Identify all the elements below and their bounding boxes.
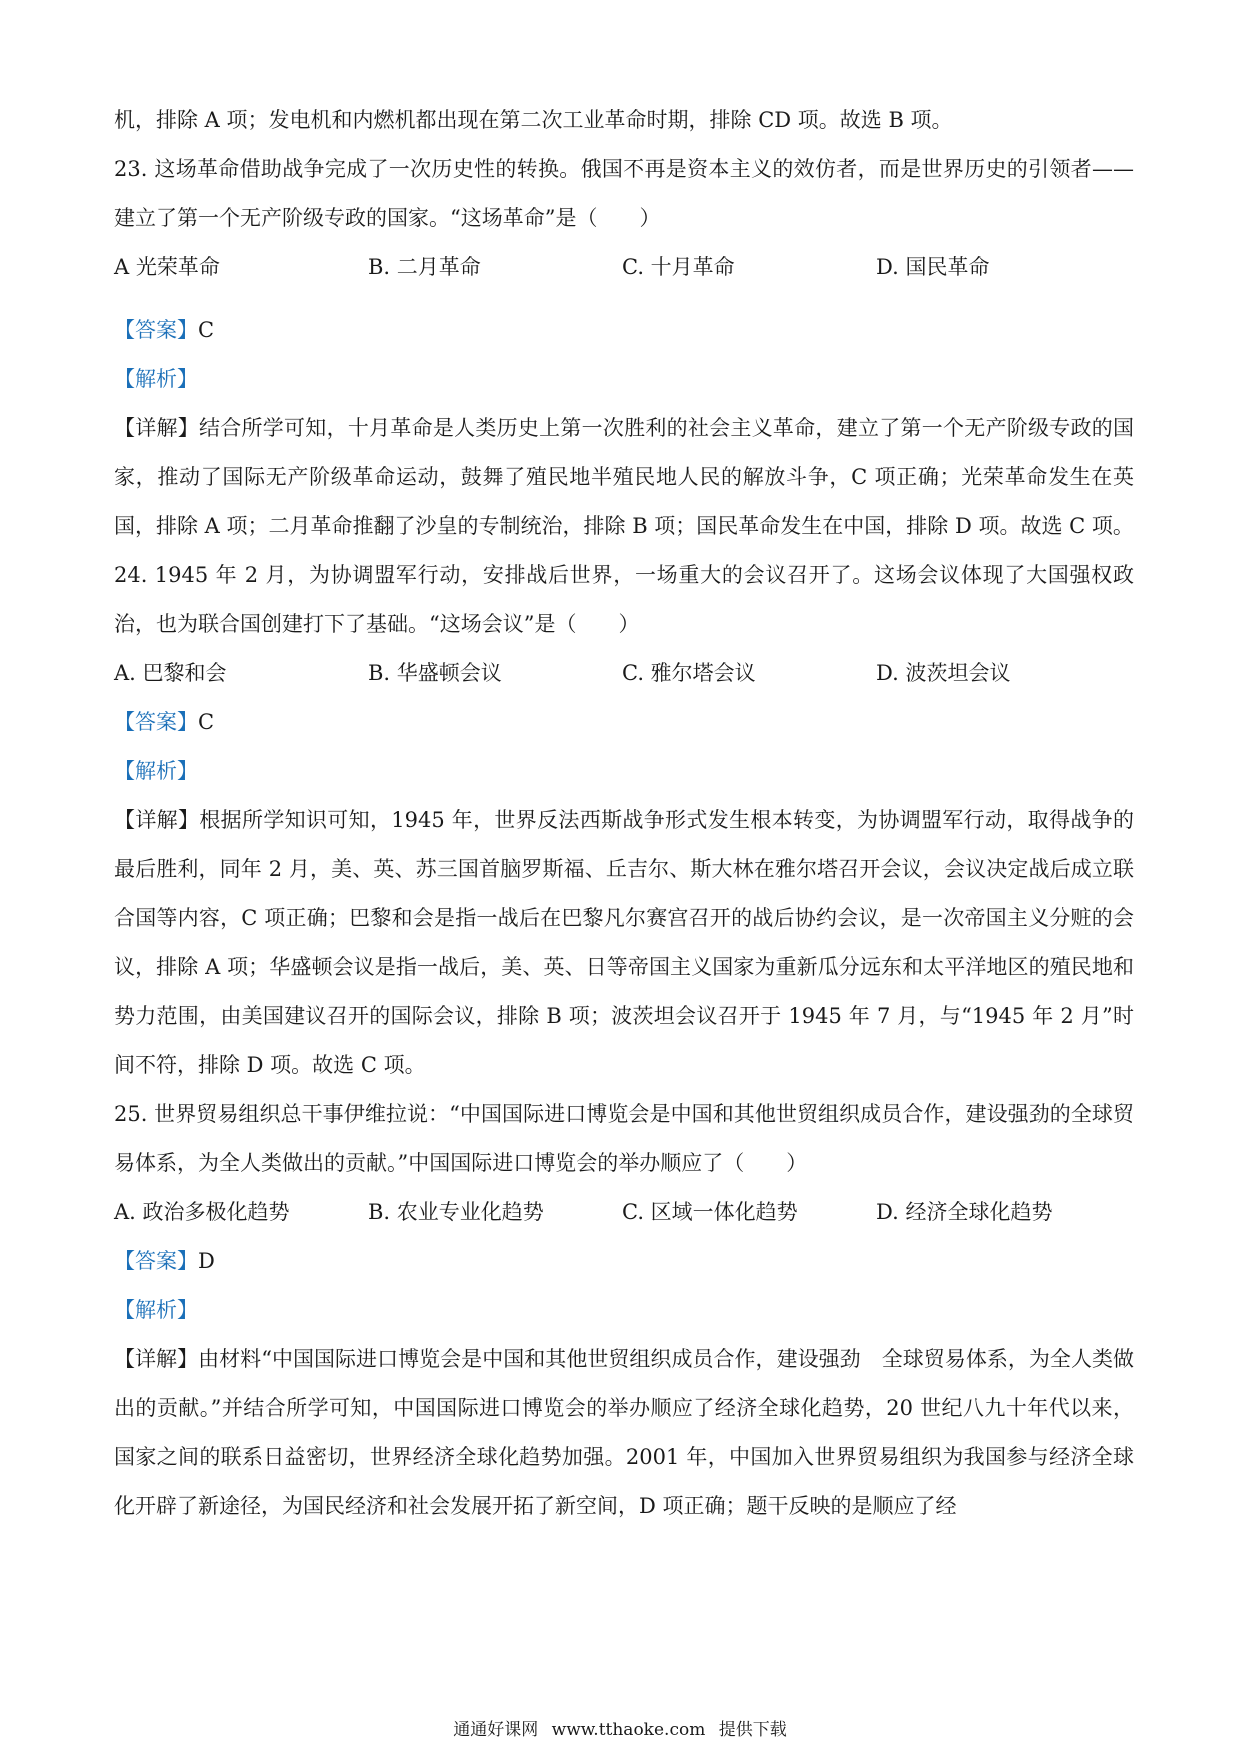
page-content [114, 96, 1134, 1531]
continuation-line: 机，排除 A 项；发电机和内燃机都出现在第二次工业革命时期，排除 CD 项。故选 B 项。 [114, 108, 953, 132]
answer-value: D [198, 1249, 215, 1273]
answer-value: C [198, 318, 215, 342]
analysis-line [114, 1286, 1134, 1335]
detail-paragraph [114, 796, 1134, 1090]
option-d: D. 经济全球化趋势 [876, 1200, 1053, 1224]
option-b: B. 华盛顿会议 [368, 661, 502, 685]
option-c: C. 区域一体化趋势 [622, 1200, 798, 1224]
detail-tag: 【详解】 [114, 1347, 199, 1371]
answer-tag: 【答案】 [114, 1249, 198, 1273]
option-c: C. 十月革命 [622, 255, 735, 279]
detail-text: 根据所学知识可知，1945 年，世界反法西斯战争形式发生根本转变，为协调盟军行动，取得战争的最后胜利，同年 2 月，美、英、苏三国首脑罗斯福、丘吉尔、斯大林在雅尔塔召开会议，会议决定战后成立联合国等内容，C 项正确；巴黎和会是指一战后在巴黎凡尔赛宫召开的战后协约会议，是一次帝国主义分赃的会议，排除 A 项；华盛顿会议是指一战后，美、英、日等帝国主义国家为重新瓜分远东和太平洋地区的殖民地和势力范围，由美国建议召开的国际会议，排除 B 项；波茨坦会议召开于 1945 年 7 月，与“1945 年 2 月”时间不符，排除 D 项。故选 C 项。 [114, 808, 1134, 1077]
analysis-tag: 【解析】 [114, 759, 198, 783]
analysis-line [114, 747, 1134, 796]
question-stem: 23. 这场革命借助战争完成了一次历史性的转换。俄国不再是资本主义的效仿者，而是世界历史的引领者——建立了第一个无产阶级专政的国家。“这场革命”是（ ） [114, 157, 1134, 230]
footer-note: 提供下载 [718, 1720, 787, 1740]
page-footer [0, 1718, 1240, 1742]
detail-text: 由材料“中国国际进口博览会是中国和其他世贸组织成员合作，建设强劲 全球贸易体系，为全人类做出的贡献。”并结合所学可知，中国国际进口博览会的举办顺应了经济全球化趋势，20 世纪八九十年代以来，国家之间的联系日益密切，世界经济全球化趋势加强。2001 年，中国加入世界贸易组织为我国参与经济全球化开辟了新途径，为国民经济和社会发展开拓了新空间，D 项正确；题干反映的是顺应了经 [114, 1347, 1135, 1518]
footer-site-name: 通通好课网 [453, 1720, 539, 1740]
question-stem: 24. 1945 年 2 月，为协调盟军行动，安排战后世界，一场重大的会议召开了。这场会议体现了大国强权政治，也为联合国创建打下了基础。“这场会议”是（ ） [114, 563, 1134, 636]
detail-paragraph [114, 1335, 1134, 1531]
answer-line [114, 698, 1134, 747]
footer-url-link[interactable]: www.tthaoke.com [551, 1720, 706, 1740]
analysis-tag: 【解析】 [114, 367, 198, 391]
option-a: A 光荣革命 [114, 255, 220, 279]
answer-tag: 【答案】 [114, 318, 198, 342]
option-b: B. 农业专业化趋势 [368, 1200, 544, 1224]
option-a: A. 政治多极化趋势 [114, 1200, 290, 1224]
detail-text: 结合所学可知，十月革命是人类历史上第一次胜利的社会主义革命，建立了第一个无产阶级专政的国家，推动了国际无产阶级革命运动，鼓舞了殖民地半殖民地人民的解放斗争，C 项正确；光荣革命发生在英国，排除 A 项；二月革命推翻了沙皇的专制统治，排除 B 项；国民革命发生在中国，排除 D 项。故选 C 项。 [114, 416, 1135, 538]
option-d: D. 波茨坦会议 [876, 661, 1011, 685]
question-stem: 25. 世界贸易组织总干事伊维拉说：“中国国际进口博览会是中国和其他世贸组织成员合作，建设强劲的全球贸易体系，为全人类做出的贡献。”中国国际进口博览会的举办顺应了（ ） [114, 1102, 1134, 1175]
option-a: A. 巴黎和会 [114, 661, 227, 685]
analysis-line [114, 355, 1134, 404]
option-c: C. 雅尔塔会议 [622, 661, 756, 685]
answer-tag: 【答案】 [114, 710, 198, 734]
answer-line [114, 1237, 1134, 1286]
detail-tag: 【详解】 [114, 416, 200, 440]
option-list [114, 243, 1134, 292]
detail-tag: 【详解】 [114, 808, 200, 832]
answer-value: C [198, 710, 215, 734]
question-24 [114, 551, 1134, 1090]
answer-line [114, 306, 1134, 355]
detail-paragraph [114, 404, 1134, 551]
question-25 [114, 1090, 1134, 1531]
option-list [114, 1188, 1134, 1237]
option-b: B. 二月革命 [368, 255, 481, 279]
analysis-tag: 【解析】 [114, 1298, 198, 1322]
option-list [114, 649, 1134, 698]
option-d: D. 国民革命 [876, 255, 990, 279]
question-23 [114, 145, 1134, 551]
